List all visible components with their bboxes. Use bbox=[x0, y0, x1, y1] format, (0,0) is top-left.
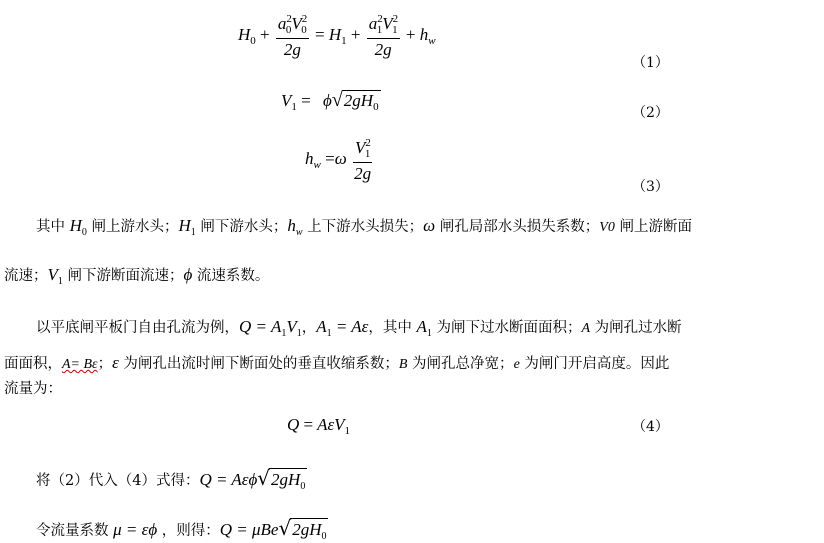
eq1-rhs-H-sub: 1 bbox=[341, 34, 347, 47]
p3-radicand bbox=[269, 468, 307, 493]
paragraph-2-line-2 bbox=[4, 353, 669, 374]
eq1-lhs-H: H bbox=[238, 24, 251, 44]
p1b-phi: ϕ bbox=[183, 265, 193, 284]
p4-rhs: = μBe bbox=[232, 520, 279, 539]
p3-radicand-sub: 0 bbox=[300, 481, 306, 492]
p2-Q: Q bbox=[239, 317, 252, 336]
p2c-text-1: 流量为： bbox=[4, 381, 62, 397]
p3-radicand-body: 2gH bbox=[271, 470, 301, 489]
p4-radicand-sub: 0 bbox=[321, 531, 327, 542]
eq2-radicand-sub: 0 bbox=[373, 101, 379, 113]
eq3-V1-sup: 2 bbox=[365, 137, 371, 149]
p2-A1: A bbox=[270, 317, 282, 336]
eq4-V-sub: 1 bbox=[344, 425, 351, 437]
p3-Q: Q bbox=[199, 470, 212, 489]
p4-mu: μ = εϕ bbox=[113, 520, 158, 539]
p2b-text-1: 面面积， bbox=[4, 356, 62, 372]
eq1-equals: = bbox=[315, 24, 325, 44]
p4-radicand-body: 2gH bbox=[292, 520, 322, 539]
p1-V0: V0 bbox=[599, 220, 615, 235]
p2-text-1: 以平底闸平板门自由孔流为例， bbox=[36, 320, 239, 336]
paragraph-1-line-1 bbox=[36, 216, 692, 239]
eq1-V0-sub: 0 bbox=[301, 24, 307, 36]
eq1-a0: a bbox=[277, 14, 287, 33]
eq3-V1: V bbox=[354, 138, 366, 157]
p1b-V1-sub: 1 bbox=[57, 276, 63, 287]
p4-sqrt-icon: √ bbox=[278, 516, 292, 540]
p4-Q: Q bbox=[219, 520, 233, 539]
p1b-text-1: 流速； bbox=[4, 268, 48, 284]
p1-text-4: 上下游水头损失； bbox=[302, 219, 424, 235]
eq2-V: V bbox=[281, 91, 292, 110]
p1-text-2: 闸上游水头； bbox=[86, 219, 179, 235]
p1-omega: ω bbox=[423, 216, 436, 235]
eq1-V0: V bbox=[291, 14, 302, 33]
p2b-B: B bbox=[398, 357, 408, 372]
eq1-den-1: 2g bbox=[283, 40, 301, 59]
p2-A1-c: A bbox=[416, 317, 427, 336]
equation-3 bbox=[305, 138, 374, 182]
eq4-Q: Q bbox=[287, 415, 300, 434]
p1-text-6: 闸上游断面 bbox=[614, 219, 692, 235]
eq1-hw: h bbox=[419, 24, 429, 44]
equation-3-number: （3） bbox=[632, 179, 669, 195]
eq1-V1: V bbox=[382, 14, 393, 33]
eq1-den-2: 2g bbox=[374, 40, 392, 59]
eq1-fraction-1 bbox=[276, 14, 309, 58]
eq1-V1-sup: 2 bbox=[392, 13, 399, 25]
eq4-A-eps-V: AεV bbox=[317, 415, 345, 434]
p1b-text-3: 流速系数。 bbox=[192, 268, 270, 284]
p2b-text-3: 为闸孔出流时闸下断面处的垂直收缩系数； bbox=[118, 356, 399, 372]
p1-text-3: 闸下游水头； bbox=[195, 219, 288, 235]
eq1-a1-sub: 1 bbox=[376, 24, 383, 36]
eq1-plus-3: + bbox=[405, 24, 416, 44]
eq1-a0-sup: 2 bbox=[286, 13, 292, 25]
eq3-den: 2g bbox=[354, 164, 372, 183]
p1b-text-2: 闸下游断面流速； bbox=[62, 268, 184, 284]
p4-text-1: 令流量系数 bbox=[36, 523, 114, 539]
p1-hw: h bbox=[287, 216, 296, 235]
p2-A1-b: A bbox=[316, 317, 327, 336]
equation-1-number: （1） bbox=[632, 55, 669, 71]
p3-text-1: 将（2）代入（4）式得： bbox=[36, 473, 200, 489]
eq1-hw-sub: w bbox=[428, 34, 436, 47]
eq1-rhs-H: H bbox=[328, 24, 342, 44]
p1-H0-sub: 0 bbox=[81, 227, 87, 238]
equation-4-number: （4） bbox=[632, 419, 669, 435]
p2-comma: ， bbox=[301, 320, 317, 336]
paragraph-4 bbox=[36, 516, 328, 543]
p2b-text-5: 为闸门开启高度。因此 bbox=[519, 356, 670, 372]
p1-H0: H bbox=[69, 216, 82, 235]
paragraph-1-line-2 bbox=[4, 265, 269, 288]
p2-A: A bbox=[581, 321, 591, 336]
p2-A1-c-sub: 1 bbox=[426, 328, 432, 339]
p2-A-eps: = Aε bbox=[331, 317, 369, 336]
p2-V1: V bbox=[286, 317, 297, 336]
p2b-text-4: 为闸孔总净宽； bbox=[407, 356, 514, 372]
eq1-a1-sup: 2 bbox=[377, 13, 383, 25]
eq3-h: h bbox=[305, 148, 314, 168]
p4-radicand bbox=[290, 518, 328, 543]
eq3-h-sub: w bbox=[313, 158, 321, 171]
p2-text-3: 为闸下过水断面面积； bbox=[431, 320, 582, 336]
p3-rhs: = Aεϕ bbox=[211, 470, 258, 489]
eq4-equals: = bbox=[303, 415, 314, 434]
p2b-A-Be: A= Bε bbox=[62, 357, 98, 372]
eq2-V-sub: 1 bbox=[291, 101, 297, 113]
eq1-a0-sub: 0 bbox=[285, 24, 292, 36]
eq1-lhs-H-sub: 0 bbox=[250, 34, 256, 47]
paragraph-3 bbox=[36, 466, 307, 493]
p1-text-5: 闸孔局部水头损失系数； bbox=[435, 219, 600, 235]
equation-1 bbox=[238, 14, 436, 58]
eq2-radicand-body: 2gH bbox=[343, 91, 374, 110]
p1b-V1: V bbox=[47, 265, 58, 284]
p2-V1-sub: 1 bbox=[296, 328, 302, 339]
equation-2 bbox=[281, 90, 381, 113]
eq2-sqrt-icon: √ bbox=[331, 89, 343, 111]
eq3-equals: = bbox=[325, 148, 335, 168]
p2-A1-b-sub: 1 bbox=[326, 328, 332, 339]
equation-4 bbox=[287, 416, 350, 437]
eq1-plus-2: + bbox=[350, 24, 361, 44]
eq2-radicand bbox=[342, 90, 381, 113]
p2-equals: = bbox=[251, 317, 271, 336]
eq1-a1: a bbox=[368, 14, 378, 33]
p3-sqrt-icon: √ bbox=[257, 466, 271, 490]
p2-A1-sub: 1 bbox=[281, 328, 287, 339]
paragraph-2-line-1 bbox=[36, 317, 682, 340]
eq3-V1-sub: 1 bbox=[364, 148, 371, 160]
eq3-fraction bbox=[353, 138, 372, 182]
p2b-text-2: ； bbox=[97, 356, 113, 372]
eq2-equals: = bbox=[301, 91, 311, 110]
eq1-fraction-2 bbox=[367, 14, 400, 58]
eq1-V0-sup: 2 bbox=[301, 13, 308, 25]
paragraph-2-line-3 bbox=[4, 381, 62, 398]
p1-text-1: 其中 bbox=[36, 219, 70, 235]
eq2-phi: ϕ bbox=[322, 91, 332, 110]
p2b-epsilon: ε bbox=[112, 353, 119, 372]
p2b-e: e bbox=[513, 357, 520, 372]
p2-text-4: 为闸孔过水断 bbox=[590, 320, 682, 336]
eq1-V1-sub: 1 bbox=[392, 24, 398, 36]
p4-text-2: ，则得： bbox=[157, 523, 220, 539]
eq1-plus: + bbox=[260, 24, 270, 44]
equation-2-number: （2） bbox=[632, 105, 669, 121]
p2-text-2: ，其中 bbox=[368, 320, 417, 336]
p1-hw-sub: w bbox=[295, 227, 303, 238]
p1-H1-sub: 1 bbox=[190, 227, 196, 238]
p1-H1: H bbox=[178, 216, 191, 235]
eq3-omega: ω bbox=[334, 148, 347, 168]
